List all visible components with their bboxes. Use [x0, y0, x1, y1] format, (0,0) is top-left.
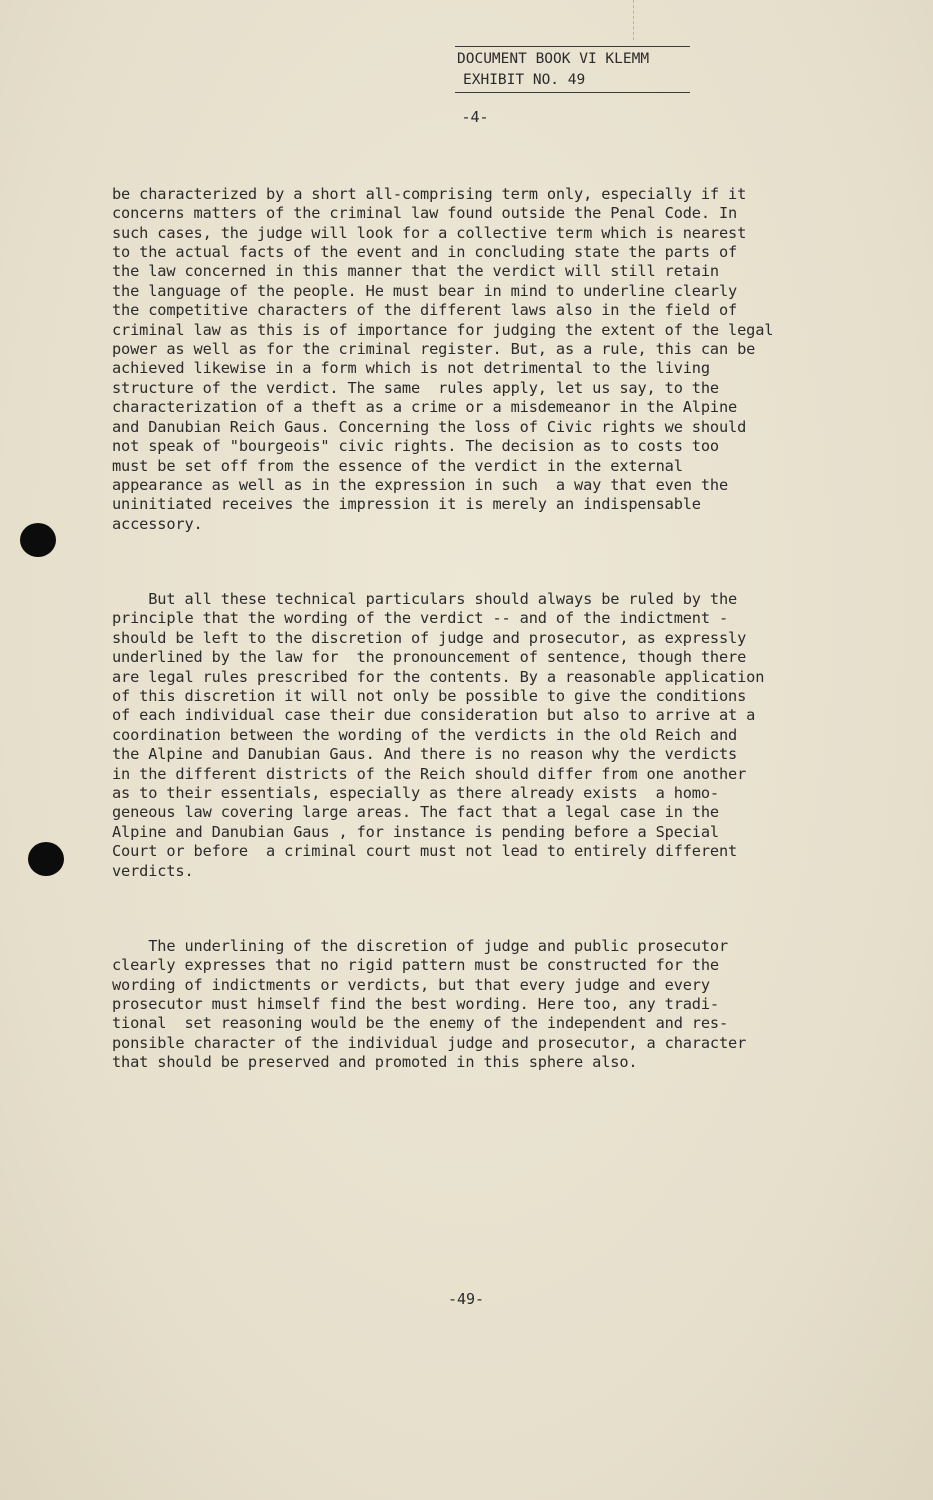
page-marker: -4-	[461, 108, 489, 126]
fold-crease	[633, 0, 635, 40]
exhibit-number-label: EXHIBIT NO. 49	[463, 72, 586, 88]
header-bottom-rule	[455, 92, 690, 93]
paragraph-1: be characterized by a short all-comprising term only, especially if it concerns matters of the criminal law found outside the Penal Code. In such cases, the judge will look for a collective term which is nearest to the actual facts of the event and in concluding state the parts of the law concerned in this manner that the verdict will still retain the language of the people. He must bear in mind to underline clearly the competitive characters of the different laws also in the field of criminal law as this is of importance for judging the extent of the legal power as well as for the criminal register. But, as a rule, this can be achieved likewise in a form which is not detrimental to the living structure of the verdict. The same rules apply, let us say, to the characterization of a theft as a crime or a misdemeanor in the Alpine and Danubian Reich Gaus. Concerning the loss of Civic rights we should not speak of "bourgeois" civic rights. The decision as to costs too must be set off from the essence of the verdict in the external appearance as well as in the expression in such a way that even the uninitiated receives the impression it is merely an indispensable accessory.	[112, 184, 774, 533]
header-top-rule	[455, 46, 690, 47]
exhibit-header	[455, 46, 690, 93]
punch-hole-bottom	[28, 842, 64, 876]
punch-hole-top	[20, 523, 56, 557]
body-text	[112, 146, 822, 1129]
page-number: -49-	[447, 1290, 485, 1308]
document-book-label: DOCUMENT BOOK VI KLEMM	[457, 51, 650, 67]
paragraph-2: But all these technical particulars should always be ruled by the principle that the wording of the verdict -- and of the indictment - should be left to the discretion of judge and prosecutor, as expressly underlined by the law for the pronouncement of sentence, though there are legal rules prescribed for the contents. By a reasonable application of this discretion it will not only be possible to give the conditions of each individual case their due consideration but also to arrive at a coordination between the wording of the verdicts in the old Reich and the Alpine and Danubian Gaus. And there is no reason why the verdicts in the different districts of the Reich should differ from one another as to their essentials, especially as there already exists a homo- geneous law covering large areas. The fact that a legal case in the Alpine and Danubian Gaus , for instance is pending before a Special Court or before a criminal court must not lead to entirely different verdicts.	[112, 589, 765, 880]
paragraph-3: The underlining of the discretion of judge and public prosecutor clearly expresses that no rigid pattern must be constructed for the wording of indictments or verdicts, but that every judge and every prosecutor must himself find the best wording. Here too, any tradi- tional set reasoning would be the enemy of the independent and res- ponsible character of the individual judge and prosecutor, a character that should be preserved and promoted in this sphere also.	[112, 936, 747, 1072]
